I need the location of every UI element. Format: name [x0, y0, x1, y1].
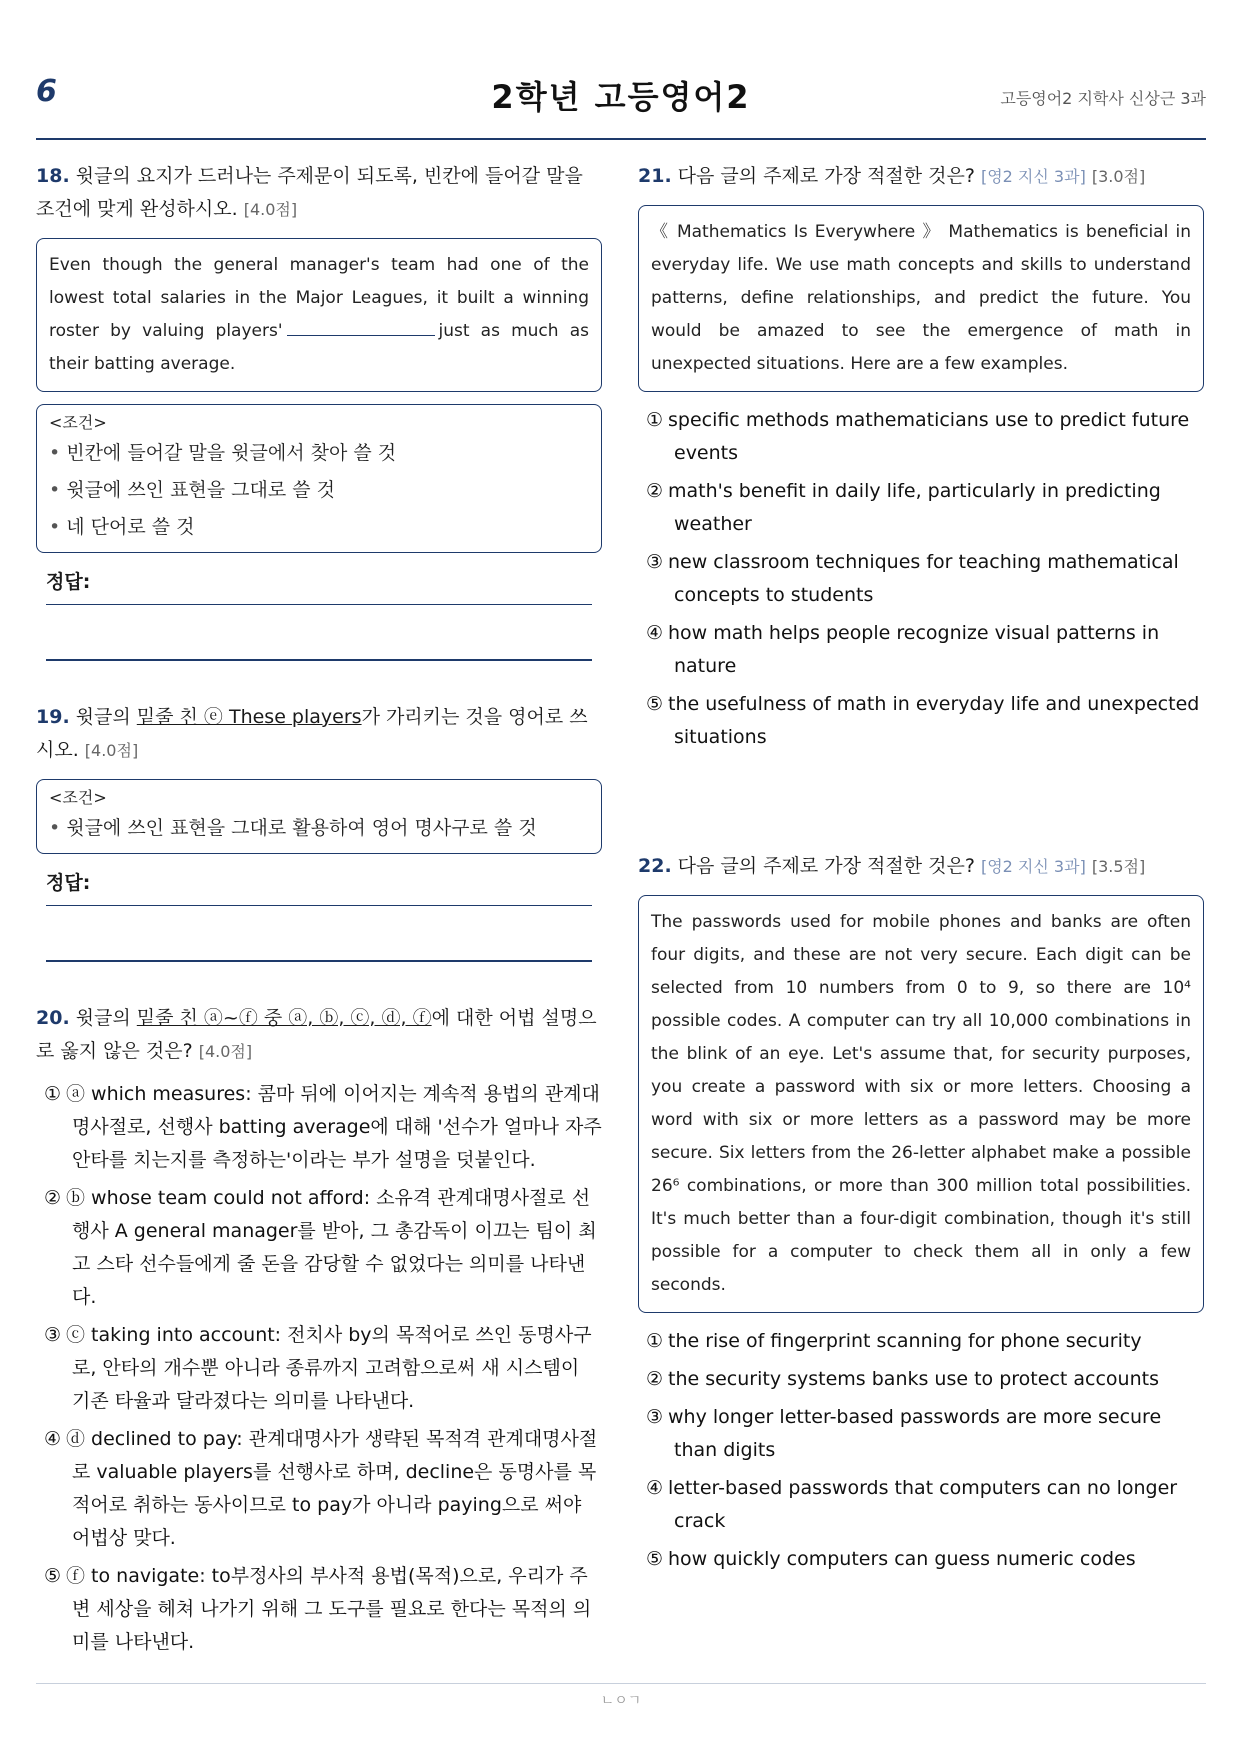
question-21-prompt — [638, 160, 1204, 193]
question-source: [영2 지신 3과] — [980, 167, 1086, 186]
answer-option-1[interactable]: ① specific methods mathematicians use to predict future events — [646, 409, 1190, 464]
answer-label: 정답: — [46, 872, 91, 894]
question-points: [3.5점] — [1091, 857, 1146, 876]
footer-divider — [36, 1683, 1206, 1684]
question-number: 21. — [638, 165, 672, 187]
answer-line[interactable] — [46, 659, 592, 661]
page-title: 2학년 고등영어2 — [491, 78, 751, 116]
page-subtitle: 고등영어2 지학사 신상근 3과 — [1000, 89, 1206, 108]
answer-option-5[interactable]: ⑤ how quickly computers can guess numeric codes — [646, 1548, 1136, 1570]
conditions-title: <조건> — [49, 788, 107, 807]
answer-option-3[interactable]: ③ ⓒ taking into account: 전치사 by의 목적어로 쓰인 동명사구로, 안타의 개수뿐 아니라 종류까지 고려함으로써 새 시스템이 기존 타율과 달라졌다는 의미를 나타낸다. — [44, 1324, 592, 1412]
question-source: [영2 지신 3과] — [980, 857, 1086, 876]
question-19-conditions — [36, 779, 602, 854]
conditions-title: <조건> — [49, 413, 107, 432]
answer-option-1[interactable]: ① the rise of fingerprint scanning for phone security — [646, 1330, 1142, 1352]
answer-option-1[interactable]: ① ⓐ which measures: 콤마 뒤에 이어지는 계속적 용법의 관계대명사절로, 선행사 batting average에 대해 '선수가 얼마나 자주 안타를 치는지를 측정하는'이라는 부가 설명을 덧붙인다. — [44, 1083, 602, 1171]
answer-label: 정답: — [46, 571, 91, 593]
question-number: 22. — [638, 855, 672, 877]
question-22 — [638, 850, 1204, 1581]
question-text: 윗글의 요지가 드러나는 주제문이 되도록, 빈칸에 들어갈 말을 조건에 맞게 완성하시오. — [36, 165, 583, 220]
question-20 — [36, 1002, 602, 1659]
answer-blank — [287, 317, 435, 336]
condition-item: • 네 단어로 쓸 것 — [49, 516, 195, 538]
condition-item: • 윗글에 쓰인 표현을 그대로 쓸 것 — [49, 479, 336, 501]
answer-line[interactable] — [46, 604, 592, 605]
question-21-options — [638, 404, 1204, 754]
question-21 — [638, 160, 1204, 754]
condition-item: • 윗글에 쓰인 표현을 그대로 활용하여 영어 명사구로 쓸 것 — [49, 817, 537, 839]
answer-option-2[interactable]: ② math's benefit in daily life, particularly in predicting weather — [646, 480, 1161, 535]
answer-option-2[interactable]: ② the security systems banks use to protect accounts — [646, 1368, 1159, 1390]
question-19-prompt: 19. 윗글의 밑줄 친 ⓔ These players가 가리키는 것을 영어로 쓰시오. [4.0점] — [36, 706, 588, 761]
answer-option-2[interactable]: ② ⓑ whose team could not afford: 소유격 관계대명사절로 선행사 A general manager를 받아, 그 총감독이 이끄는 팀이 최고 스타 선수들에게 줄 돈을 감당할 수 없었다는 의미를 나타낸다. — [44, 1187, 597, 1308]
page-header — [36, 60, 1206, 140]
question-points: [4.0점] — [243, 200, 298, 219]
answer-line[interactable] — [46, 905, 592, 906]
passage-text-before: Even though the general manager's team had one of the lowest total salaries in the Major Leagues, it built a winning roster by valuing players' — [49, 255, 589, 341]
question-number: 19. — [36, 706, 70, 728]
condition-item: • 빈칸에 들어갈 말을 윗글에서 찾아 쓸 것 — [49, 442, 397, 464]
question-21-passage: 《 Mathematics Is Everywhere 》 Mathematics is beneficial in everyday life. We use math concepts and skills to understand patterns, define relationships, and predict the future. You would be amazed to see the emergence of math in unexpected situations. Here are a few examples. — [638, 205, 1204, 392]
question-text: 다음 글의 주제로 가장 적절한 것은? — [677, 165, 975, 187]
answer-option-5[interactable]: ⑤ ⓕ to navigate: to부정사의 부사적 용법(목적)으로, 우리가 주변 세상을 헤쳐 나가기 위해 그 도구를 필요로 한다는 목적의 의미를 나타낸다. — [44, 1565, 592, 1653]
page-number: 6 — [36, 74, 57, 109]
answer-option-4[interactable]: ④ ⓓ declined to pay: 관계대명사가 생략된 목적격 관계대명사절로 valuable players를 선행사로 하며, decline은 동명사를 목적어로 취하는 동사이므로 to pay가 아니라 paying으로 써야 어법상 맞다. — [44, 1428, 598, 1549]
question-18-passage — [36, 238, 602, 392]
question-22-passage: The passwords used for mobile phones and banks are often four digits, and these are not very secure. Each digit can be selected from 10 numbers from 0 to 9, so there are 10⁴ possible codes. A computer can try all 10,000 combinations in the blink of an eye. Let's assume that, for security purposes, you create a password with six or more letters. Choosing a word with six or more letters as a password may be more secure. Six letters from the 26-letter alphabet make a possible 26⁶ combinations, or more than 300 million total possibilities. It's much better than a four-digit combination, though it's still possible for a computer to check them all in only a few seconds. — [638, 895, 1204, 1313]
answer-line[interactable] — [46, 960, 592, 962]
right-column — [638, 160, 1204, 1570]
question-22-prompt — [638, 850, 1204, 883]
question-points: [3.0점] — [1091, 167, 1146, 186]
question-18 — [36, 160, 602, 661]
question-number: 18. — [36, 165, 70, 187]
question-22-options — [638, 1325, 1204, 1576]
question-18-conditions — [36, 404, 602, 553]
answer-option-4[interactable]: ④ how math helps people recognize visual patterns in nature — [646, 622, 1160, 677]
left-column — [36, 160, 602, 1664]
question-text: 다음 글의 주제로 가장 적절한 것은? — [677, 855, 975, 877]
question-points: [4.0점] — [198, 1042, 253, 1061]
underlined-reference: 밑줄 친 ⓔ These players — [136, 706, 362, 728]
answer-option-3[interactable]: ③ why longer letter-based passwords are more secure than digits — [646, 1406, 1162, 1461]
question-points: [4.0점] — [84, 741, 139, 760]
question-19 — [36, 701, 602, 962]
question-20-prompt: 20. 윗글의 밑줄 친 ⓐ~ⓕ 중 ⓐ, ⓑ, ⓒ, ⓓ, ⓕ에 대한 어법 설명으로 옳지 않은 것은? [4.0점] — [36, 1007, 597, 1062]
question-20-options — [36, 1078, 602, 1659]
underlined-reference: 밑줄 친 ⓐ~ⓕ 중 ⓐ, ⓑ, ⓒ, ⓓ, ⓕ — [136, 1007, 432, 1029]
answer-option-4[interactable]: ④ letter-based passwords that computers can no longer crack — [646, 1477, 1178, 1532]
question-number: 20. — [36, 1007, 70, 1029]
question-18-prompt — [36, 160, 602, 226]
page-footer: ㄴㅇㄱ — [600, 1693, 642, 1709]
answer-option-5[interactable]: ⑤ the usefulness of math in everyday life and unexpected situations — [646, 693, 1200, 748]
answer-option-3[interactable]: ③ new classroom techniques for teaching mathematical concepts to students — [646, 551, 1179, 606]
passage-text-after: just as much as their batting average. — [49, 321, 589, 374]
